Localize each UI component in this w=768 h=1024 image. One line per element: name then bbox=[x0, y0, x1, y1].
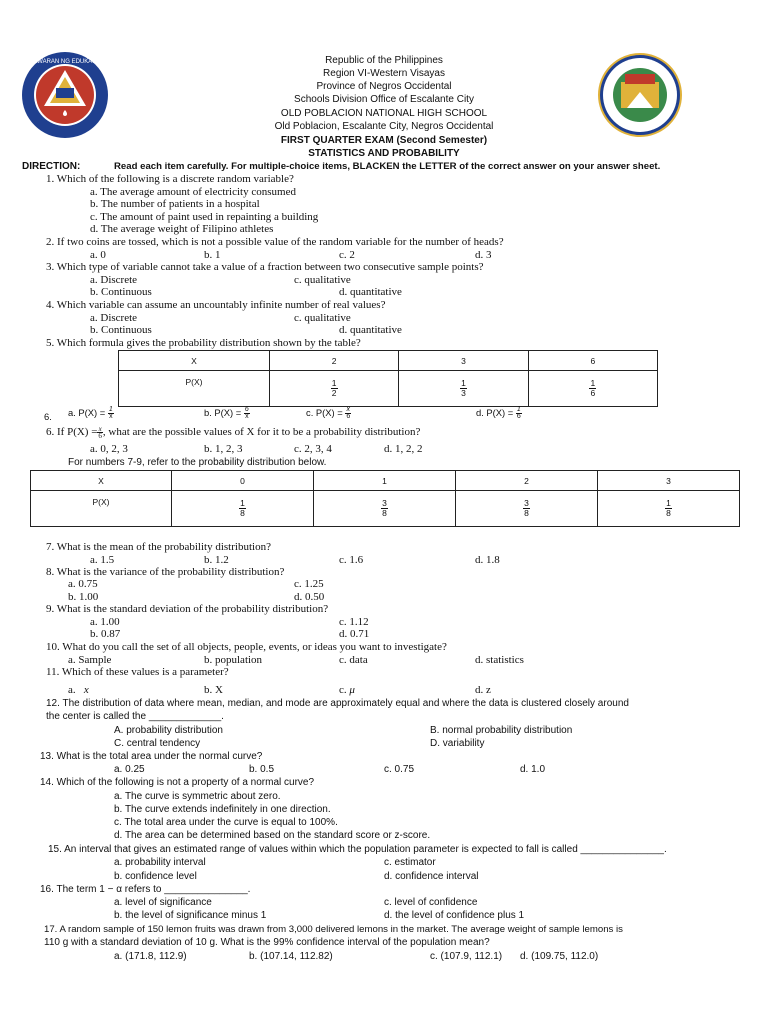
q1-choice-d: d. The average weight of Filipino athletes bbox=[90, 223, 274, 235]
q2-choice-d: d. 3 bbox=[475, 249, 492, 261]
q9-choice-d: d. 0.71 bbox=[339, 628, 370, 640]
q8-stem: 8. What is the variance of the probability distribution? bbox=[46, 566, 285, 578]
table2-p-label: P(X) bbox=[31, 491, 172, 527]
probability-table-1 bbox=[118, 350, 658, 407]
q13-choice-b: b. 0.5 bbox=[249, 764, 275, 775]
q6-stem: 6. If P(X) = $\frac{x}{6}$ , what are the possible values of X for it to be a probability distribution? bbox=[46, 425, 421, 440]
table1-x-value: 2 bbox=[270, 351, 399, 371]
q5-choice-b: b. P(X) = $\frac{6}{x}$ bbox=[204, 406, 249, 421]
q17-stem-line-2: 110 g with a standard deviation of 10 g. What is the 99% confidence interval of the population mean? bbox=[44, 937, 490, 948]
table1-x-value: 6 bbox=[528, 351, 657, 371]
q16-stem: 16. The term 1 − α refers to _______________. bbox=[40, 884, 251, 895]
q1-choice-b: b. The number of patients in a hospital bbox=[90, 198, 260, 210]
q13-choice-c: c. 0.75 bbox=[384, 764, 415, 775]
q3-stem: 3. Which type of variable cannot take a value of a fraction between two consecutive sample points? bbox=[46, 261, 484, 273]
q10-choice-b: b. population bbox=[204, 654, 263, 666]
q5-choices-number: 6. bbox=[44, 411, 52, 422]
q12-choice-b: B. normal probability distribution bbox=[430, 725, 573, 736]
q6-choice-d: d. 1, 2, 2 bbox=[384, 443, 423, 455]
probability-table-2 bbox=[30, 470, 740, 527]
subject-title: STATISTICS AND PROBABILITY bbox=[308, 148, 460, 159]
q9-choice-c: c. 1.12 bbox=[339, 616, 369, 628]
q6-choice-a: a. 0, 2, 3 bbox=[90, 443, 128, 455]
exam-title: FIRST QUARTER EXAM (Second Semester) bbox=[280, 135, 488, 146]
table2-p-value: $\frac{1}{8}$ bbox=[666, 498, 671, 518]
q2-choice-c: c. 2 bbox=[339, 249, 355, 261]
q4-choice-c: c. qualitative bbox=[294, 312, 351, 324]
q17-choice-b: b. (107.14, 112.82) bbox=[249, 951, 333, 962]
q12-choice-a: A. probability distribution bbox=[114, 725, 223, 736]
q12-choice-d: D. variability bbox=[430, 738, 485, 749]
q1-stem: 1. Which of the following is a discrete random variable? bbox=[46, 173, 294, 185]
q14-choice-d: d. The area can be determined based on the standard score or z-score. bbox=[114, 830, 431, 841]
q11-stem: 11. Which of these values is a parameter? bbox=[46, 666, 229, 678]
q12-stem-line-1: 12. The distribution of data where mean, median, and mode are approximately equal and where the data is clustered closely around bbox=[46, 698, 629, 709]
q17-choice-c: c. (107.9, 112.1) bbox=[430, 951, 503, 962]
table2-p-value: $\frac{3}{8}$ bbox=[382, 498, 387, 518]
q8-choice-c: c. 1.25 bbox=[294, 578, 324, 590]
q13-choice-a: a. 0.25 bbox=[114, 764, 145, 775]
q1-choice-c: c. The amount of paint used in repainting a building bbox=[90, 211, 319, 223]
school-name: OLD POBLACION NATIONAL HIGH SCHOOL bbox=[280, 108, 488, 119]
q15-choice-a: a. probability interval bbox=[114, 857, 206, 868]
direction-text: Read each item carefully. For multiple-choice items, BLACKEN the LETTER of the correct answer on your answer sheet. bbox=[114, 161, 661, 172]
q14-choice-c: c. The total area under the curve is equal to 100%. bbox=[114, 817, 338, 828]
header-line-4: Schools Division Office of Escalante City bbox=[294, 94, 474, 105]
school-address: Old Poblacion, Escalante City, Negros Occidental bbox=[274, 121, 494, 132]
q3-choice-a: a. Discrete bbox=[90, 274, 138, 286]
table1-p-value: $\frac{1}{3}$ bbox=[461, 378, 466, 398]
q2-choice-a: a. 0 bbox=[90, 249, 106, 261]
q11-choice-d: d. z bbox=[475, 684, 491, 696]
q10-choice-d: d. statistics bbox=[475, 654, 524, 666]
q2-choice-b: b. 1 bbox=[204, 249, 221, 261]
q15-stem: 15. An interval that gives an estimated range of values within which the population parameter is expected to fall is called _______________. bbox=[48, 844, 667, 855]
svg-text:KAGAWARAN NG EDUKASYON: KAGAWARAN NG EDUKASYON bbox=[20, 59, 110, 65]
q17-choice-a: a. (171.8, 112.9) bbox=[114, 951, 187, 962]
table2-x-value: 3 bbox=[598, 471, 740, 491]
table2-x-label: X bbox=[31, 471, 172, 491]
q10-choice-a: a. Sample bbox=[68, 654, 112, 666]
q12-stem-line-2: the center is called the _____________. bbox=[46, 711, 224, 722]
q5-choice-a: a. P(X) = $\frac{1}{x}$ bbox=[68, 406, 113, 421]
q7-choice-c: c. 1.6 bbox=[339, 554, 364, 566]
table2-p-value: $\frac{3}{8}$ bbox=[524, 498, 529, 518]
header-line-1: Republic of the Philippines bbox=[325, 55, 443, 66]
q15-choice-b: b. confidence level bbox=[114, 871, 197, 882]
table1-x-value: 3 bbox=[399, 351, 528, 371]
table1-x-label: X bbox=[119, 351, 270, 371]
q14-choice-a: a. The curve is symmetric about zero. bbox=[114, 791, 281, 802]
q10-choice-c: c. data bbox=[339, 654, 368, 666]
q16-choice-c: c. level of confidence bbox=[384, 897, 478, 908]
q17-choice-d: d. (109.75, 112.0) bbox=[520, 951, 599, 962]
q7-choice-a: a. 1.5 bbox=[90, 554, 115, 566]
table1-p-label: P(X) bbox=[119, 371, 270, 407]
q8-choice-d: d. 0.50 bbox=[294, 591, 325, 603]
q8-choice-a: a. 0.75 bbox=[68, 578, 98, 590]
q17-stem-line-1: 17. A random sample of 150 lemon fruits was drawn from 3,000 delivered lemons in the market. The average weight of sample lemons is bbox=[44, 924, 623, 935]
q14-choice-b: b. The curve extends indefinitely in one direction. bbox=[114, 804, 331, 815]
q3-choice-c: c. qualitative bbox=[294, 274, 351, 286]
header-line-3: Province of Negros Occidental bbox=[316, 81, 452, 92]
q11-choice-a: a. x bbox=[68, 684, 89, 696]
note-7-9: For numbers 7-9, refer to the probability distribution below. bbox=[68, 457, 327, 468]
direction-label: DIRECTION: bbox=[22, 161, 81, 172]
q15-choice-c: c. estimator bbox=[384, 857, 436, 868]
q5-choice-c: c. P(X) = $\frac{x}{6}$ bbox=[306, 406, 351, 421]
q14-stem: 14. Which of the following is not a property of a normal curve? bbox=[40, 777, 315, 788]
q9-stem: 9. What is the standard deviation of the probability distribution? bbox=[46, 603, 329, 615]
q16-choice-b: b. the level of significance minus 1 bbox=[114, 910, 267, 921]
table2-x-value: 2 bbox=[456, 471, 598, 491]
table2-x-value: 0 bbox=[172, 471, 314, 491]
q5-stem: 5. Which formula gives the probability distribution shown by the table? bbox=[46, 337, 361, 349]
q5-choice-d: d. P(X) = $\frac{1}{6}$ bbox=[476, 406, 521, 421]
q6-choice-c: c. 2, 3, 4 bbox=[294, 443, 332, 455]
q13-choice-d: d. 1.0 bbox=[520, 764, 546, 775]
q3-choice-d: d. quantitative bbox=[339, 286, 402, 298]
q11-choice-b: b. X bbox=[204, 684, 223, 696]
q6-choice-b: b. 1, 2, 3 bbox=[204, 443, 243, 455]
q3-choice-b: b. Continuous bbox=[90, 286, 152, 298]
q16-choice-a: a. level of significance bbox=[114, 897, 212, 908]
q9-choice-b: b. 0.87 bbox=[90, 628, 121, 640]
q4-choice-d: d. quantitative bbox=[339, 324, 402, 336]
q13-stem: 13. What is the total area under the normal curve? bbox=[40, 751, 263, 762]
q4-choice-a: a. Discrete bbox=[90, 312, 138, 324]
q12-choice-c: C. central tendency bbox=[114, 738, 201, 749]
q2-stem: 2. If two coins are tossed, which is not a possible value of the random variable for the number of heads? bbox=[46, 236, 504, 248]
q8-choice-b: b. 1.00 bbox=[68, 591, 99, 603]
table2-x-value: 1 bbox=[314, 471, 456, 491]
q11-choice-c: c. μ bbox=[339, 684, 355, 696]
q1-choice-a: a. The average amount of electricity consumed bbox=[90, 186, 296, 198]
q15-choice-d: d. confidence interval bbox=[384, 871, 479, 882]
q7-choice-d: d. 1.8 bbox=[475, 554, 500, 566]
q7-stem: 7. What is the mean of the probability distribution? bbox=[46, 541, 271, 553]
q10-stem: 10. What do you call the set of all objects, people, events, or ideas you want to investigate? bbox=[46, 641, 447, 653]
q16-choice-d: d. the level of confidence plus 1 bbox=[384, 910, 525, 921]
header-line-2: Region VI-Western Visayas bbox=[323, 68, 445, 79]
table1-p-value: $\frac{1}{6}$ bbox=[590, 378, 596, 398]
table2-p-value: $\frac{1}{8}$ bbox=[240, 498, 245, 518]
q4-stem: 4. Which variable can assume an uncountably infinite number of real values? bbox=[46, 299, 386, 311]
q4-choice-b: b. Continuous bbox=[90, 324, 152, 336]
q9-choice-a: a. 1.00 bbox=[90, 616, 120, 628]
table1-p-value: $\frac{1}{2}$ bbox=[331, 378, 337, 398]
q7-choice-b: b. 1.2 bbox=[204, 554, 229, 566]
